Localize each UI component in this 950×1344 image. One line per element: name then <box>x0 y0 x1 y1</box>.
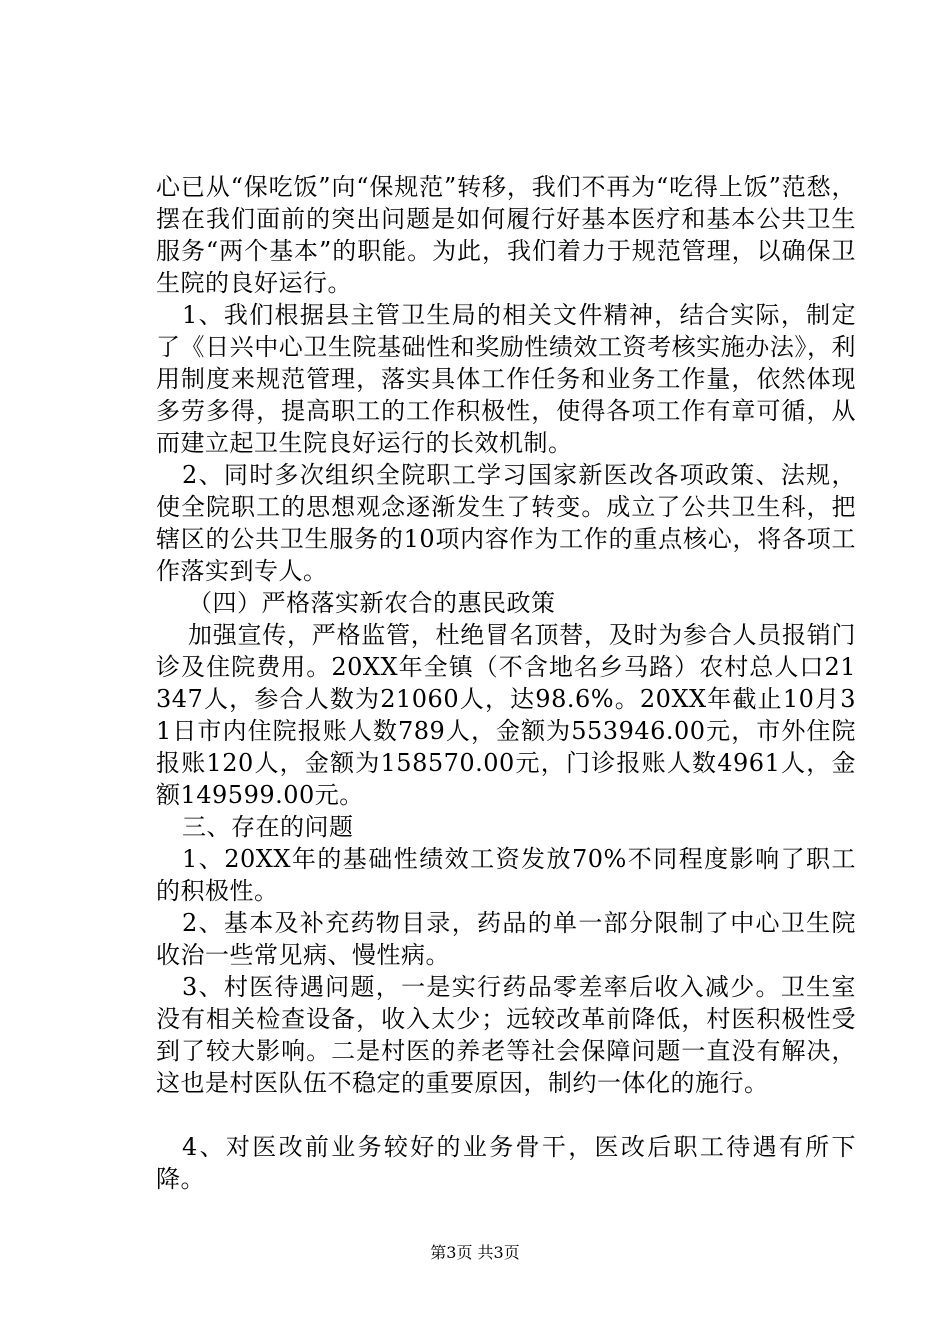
section-heading: 三、存在的问题 <box>182 813 354 841</box>
document-body <box>156 171 856 1195</box>
paragraph: 2、基本及补充药物目录，药品的单一部分限制了中心卫生院收治一些常见病、慢性病。 <box>156 909 856 969</box>
section-heading: （四）严格落实新农合的惠民政策 <box>188 589 556 617</box>
paragraph: 1、我们根据县主管卫生局的相关文件精神，结合实际，制定了《日兴中心卫生院基础性和奖励性绩效工资考核实施办法》，利用制度来规范管理，落实具体工作任务和业务工作量，依然体现多劳多得，提高职工的工作积极性，使得各项工作有章可循，从而建立起卫生院良好运行的长效机制。 <box>156 301 856 457</box>
paragraph: 1、20XX年的基础性绩效工资发放70%不同程度影响了职工的积极性。 <box>156 845 856 905</box>
paragraph: 3、村医待遇问题，一是实行药品零差率后收入减少。卫生室没有相关检查设备，收入太少；远较改革前降低，村医积极性受到了较大影响。二是村医的养老等社会保障问题一直没有解决，这也是村医队伍不稳定的重要原因，制约一体化的施行。 <box>156 973 856 1097</box>
page-number: 第3页 共3页 <box>430 1243 520 1262</box>
paragraph: 心已从“保吃饭”向“保规范”转移，我们不再为“吃得上饭”范愁，摆在我们面前的突出问题是如何履行好基本医疗和基本公共卫生服务“两个基本”的职能。为此，我们着力于规范管理，以确保卫生院的良好运行。 <box>156 173 856 297</box>
paragraph: 4、对医改前业务较好的业务骨干，医改后职工待遇有所下降。 <box>156 1133 856 1193</box>
paragraph: 2、同时多次组织全院职工学习国家新医改各项政策、法规，使全院职工的思想观念逐渐发生了转变。成立了公共卫生科，把辖区的公共卫生服务的10项内容作为工作的重点核心，将各项工作落实到专人。 <box>156 461 856 585</box>
paragraph: 加强宣传，严格监管，杜绝冒名顶替，及时为参合人员报销门诊及住院费用。20XX年全镇（不含地名乡马路）农村总人口21347人，参合人数为21060人，达98.6%。20XX年截止10月31日市内住院报账人数789人，金额为553946.00元，市外住院报账120人，金额为158570.00元，门诊报账人数4961人，金额149599.00元。 <box>156 621 856 809</box>
